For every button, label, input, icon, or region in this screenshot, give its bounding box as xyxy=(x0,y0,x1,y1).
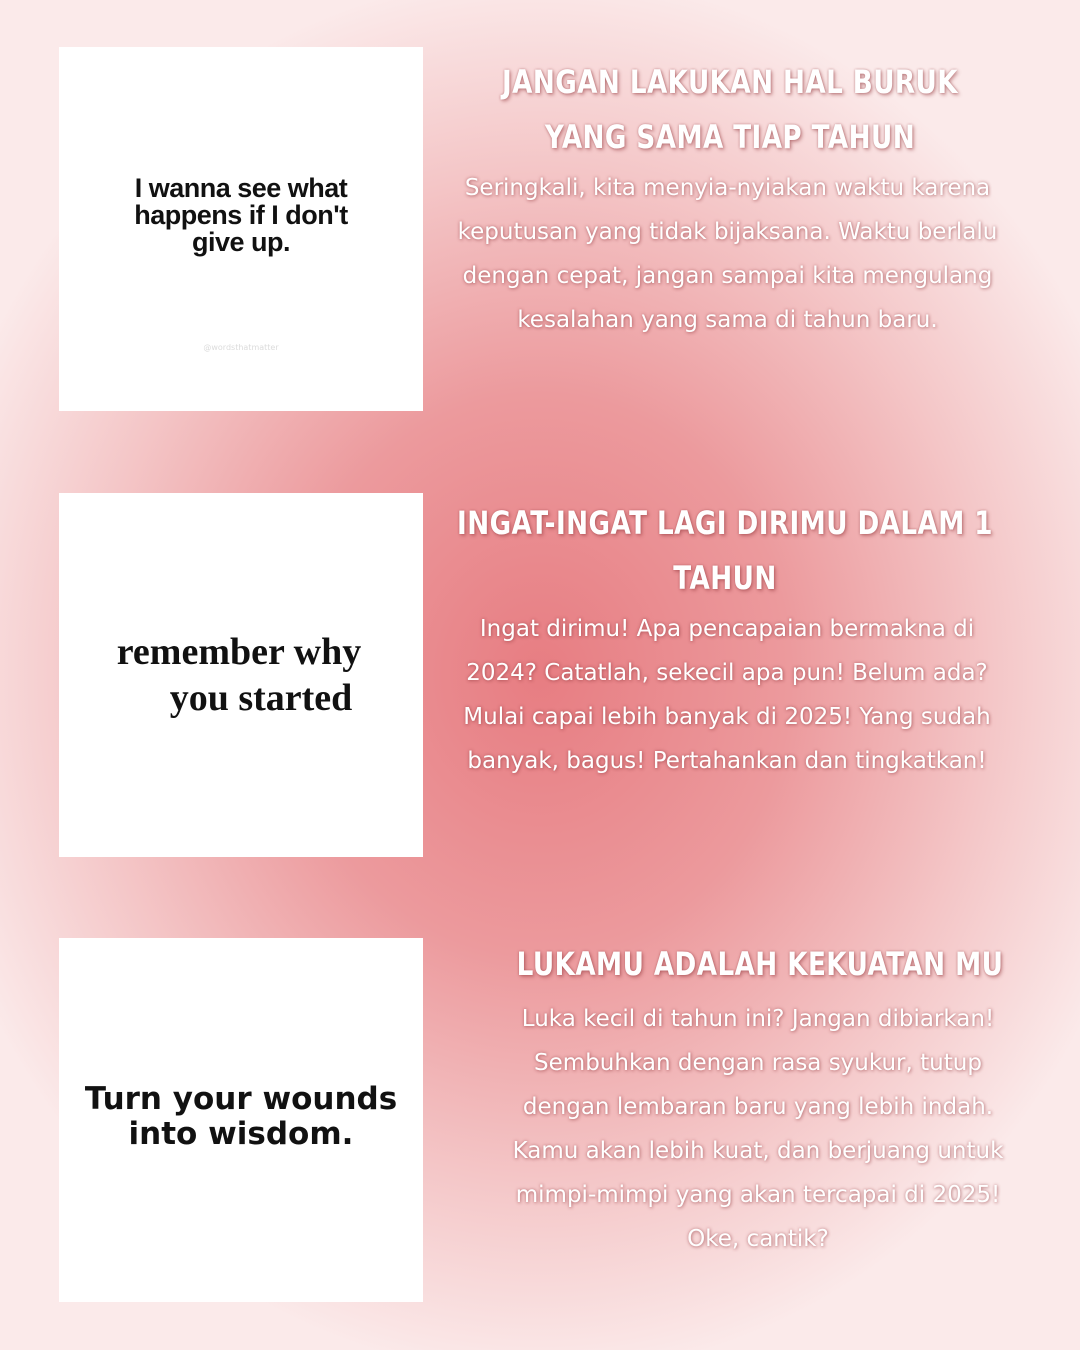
quote-text-3: Turn your wounds into wisdom. xyxy=(84,1081,398,1152)
quote-image-2 xyxy=(59,493,423,857)
quote-text-2 xyxy=(89,629,389,721)
quote-image-3 xyxy=(59,938,423,1302)
section-body-2: Ingat dirimu! Apa pencapaian bermakna di 2024? Catatlah, sekecil apa pun! Belum ada? Mulai capai lebih banyak di 2025! Yang sudah banyak, bagus! Pertahankan dan tingkatkan! xyxy=(463,616,991,774)
quote-text-2-line1: remember why xyxy=(116,631,362,673)
section-title-2: INGAT-INGAT LAGI DIRIMU DALAM 1 TAHUN xyxy=(457,504,993,597)
quote-text-1: I wanna see what happens if I don't give up. xyxy=(134,173,348,257)
quote-image-1 xyxy=(59,47,423,411)
section-body-3: Luka kecil di tahun ini? Jangan dibiarkan! Sembuhkan dengan rasa syukur, tutup dengan lembaran baru yang lebih indah. Kamu akan lebih kuat, dan berjuang untuk mimpi-mimpi yang akan tercapai di 2025! Oke, cantik? xyxy=(512,1006,1004,1252)
section-title-1: JANGAN LAKUKAN HAL BURUK YANG SAMA TIAP TAHUN xyxy=(501,63,959,156)
section-body-1: Seringkali, kita menyia-nyiakan waktu karena keputusan yang tidak bijaksana. Waktu berlalu dengan cepat, jangan sampai kita mengulang kesalahan yang sama di tahun baru. xyxy=(457,175,998,333)
section-title-3: LUKAMU ADALAH KEKUATAN MU xyxy=(516,945,1004,983)
quote-text-2-line2: you started xyxy=(169,677,353,719)
quote-watermark: @wordsthatmatter xyxy=(203,343,279,352)
